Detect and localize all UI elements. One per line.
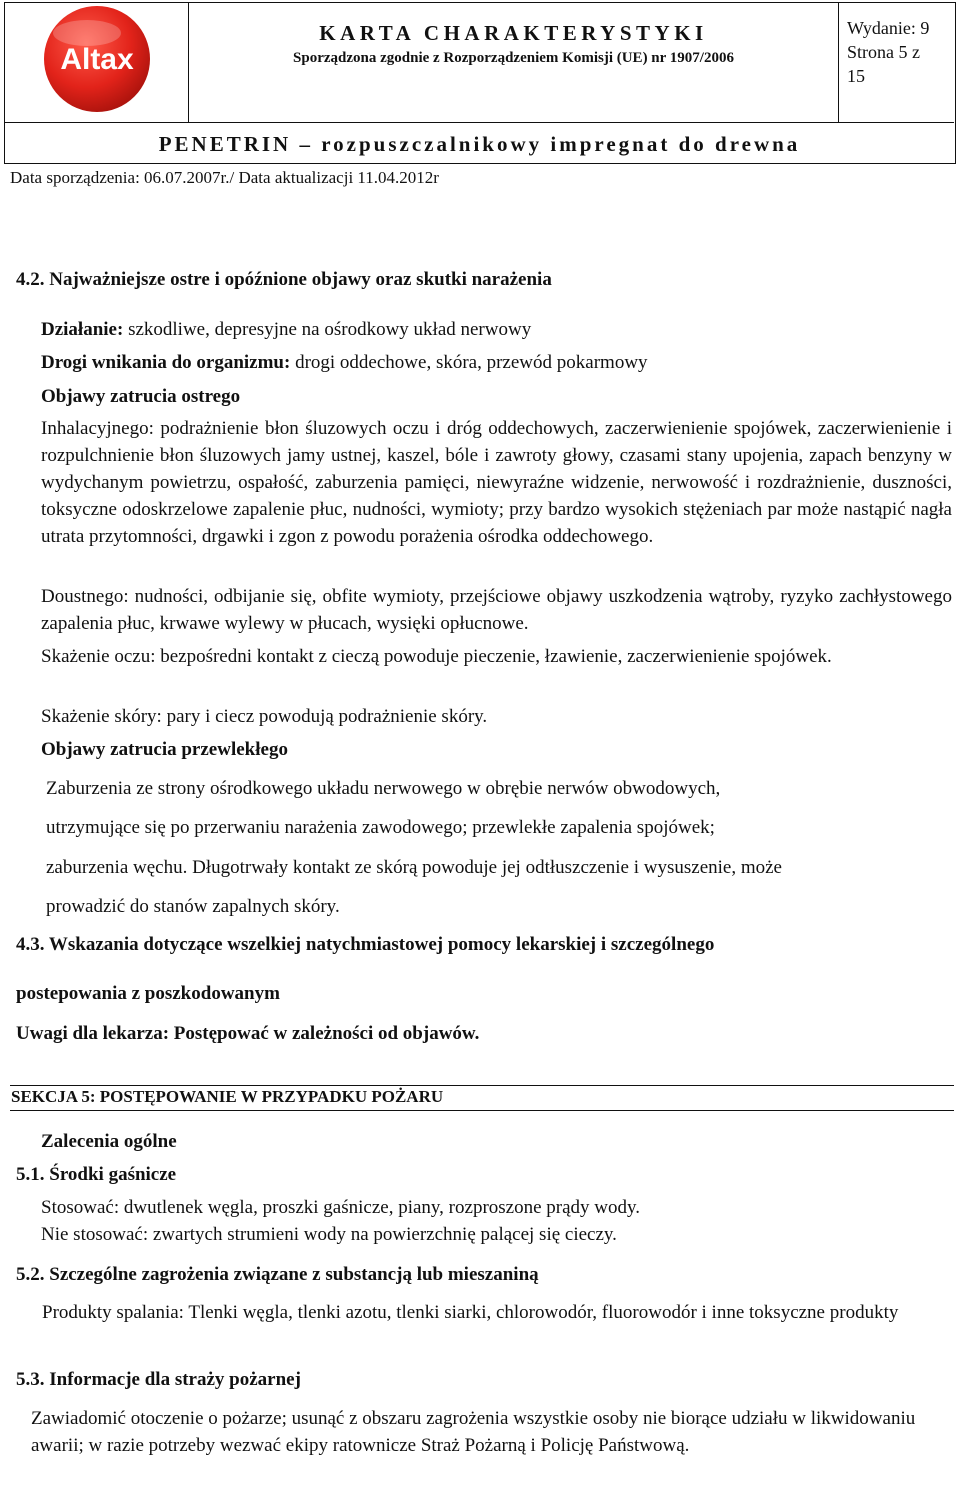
routes-label: Drogi wnikania do organizmu:: [41, 352, 291, 373]
page-number-line2: 15: [847, 66, 865, 86]
section-5-2-heading: 5.2. Szczególne zagrożenia związane z substancją lub mieszaniną: [16, 1264, 539, 1285]
altax-logo: [5, 3, 189, 122]
logo-text: Altax: [60, 43, 134, 76]
oral-paragraph: Doustnego: nudności, odbijanie się, obfite wymioty, przejściowe objawy uszkodzenia wątroby, ryzyko zachłystowego zapalenia płuc, krwawe wylewy w płucach, wysięki opłucnowe.: [41, 586, 952, 634]
edition-cell: [839, 3, 954, 122]
doctor-note: Uwagi dla lekarza: Postępować w zależności od objawów.: [16, 1023, 480, 1044]
document-type: KARTA CHARAKTERYSTYKI: [319, 21, 708, 45]
regulation-reference: Sporządzona zgodnie z Rozporządzeniem Komisji (UE) nr 1907/2006: [293, 50, 734, 66]
action-text: szkodliwe, depresyjne na ośrodkowy układ nerwowy: [123, 319, 532, 340]
extinguishing-use: Stosować: dwutlenek węgla, proszki gaśnicze, piany, rozproszone prądy wody.: [41, 1197, 641, 1218]
general-recommendations-heading: Zalecenia ogólne: [41, 1131, 177, 1152]
eyes-paragraph: Skażenie oczu: bezpośredni kontakt z cieczą powoduje pieczenie, łzawienie, zaczerwienienie spojówek.: [41, 646, 832, 667]
chronic-heading: Objawy zatrucia przewlekłego: [41, 739, 288, 760]
date-line: Data sporządzenia: 06.07.2007r./ Data aktualizacji 11.04.2012r: [10, 168, 439, 187]
logo-cell: [5, 3, 189, 122]
firefighter-info: Zawiadomić otoczenie o pożarze; usunąć z obszaru zagrożenia wszystkie osoby nie biorące udziału w likwidowaniu awarii; w razie potrzeby wezwać ekipy ratownicze Straż Pożarną i Policję Państwową.: [31, 1408, 916, 1456]
routes-text: drogi oddechowe, skóra, przewód pokarmowy: [290, 352, 648, 373]
product-name: PENETRIN – rozpuszczalnikowy impregnat do drewna: [158, 132, 801, 156]
inhalation-paragraph: Inhalacyjnego: podrażnienie błon śluzowych oczu i dróg oddechowych, zaczerwienienie spojówek, zaczerwienienie i rozpulchnienie błon śluzowych jamy ustnej, kaszel, bóle i zawroty głowy, czasami stany upojenia, zapach benzyny w wydychanym powietrzu, ospałość, zaburzenia pamięci, niewyraźne widzenie, nerwowość i rozdrażnienie, duszności, toksyczne odoskrzelowe zapalenie płuc, nudności, wymioty; przy bardzo wysokich stężeniach par może nastąpić nagła utrata przytomności, drgawki i zgon z powodu porażenia ośrodka oddechowego.: [41, 418, 952, 547]
title-cell: [189, 3, 839, 122]
action-label: Działanie:: [41, 319, 124, 340]
skin-paragraph: Skażenie skóry: pary i ciecz powodują podrażnienie skóry.: [41, 706, 488, 727]
routes-line: [41, 349, 648, 376]
product-name-row: [5, 122, 954, 162]
combustion-products: Produkty spalania: Tlenki węgla, tlenki azotu, tlenki siarki, chlorowodór, fluorowodór i inne toksyczne produkty: [42, 1302, 899, 1323]
chronic-line-1: Zaburzenia ze strony ośrodkowego układu nerwowego w obrębie nerwów obwodowych,: [46, 778, 721, 799]
section-5-1-heading: 5.1. Środki gaśnicze: [16, 1164, 177, 1185]
chronic-line-4: prowadzić do stanów zapalnych skóry.: [46, 896, 340, 917]
section-5-title-bar: [10, 1085, 954, 1111]
section-5-3-heading: 5.3. Informacje dla straży pożarnej: [16, 1369, 301, 1390]
action-line: [41, 316, 531, 343]
section-4-2-heading: 4.2. Najważniejsze ostre i opóźnione objawy oraz skutki narażenia: [16, 269, 552, 290]
chronic-line-3: zaburzenia węchu. Długotrwały kontakt ze skórą powoduje jej odtłuszczenie i wysuszenie, może: [46, 857, 782, 878]
acute-heading: Objawy zatrucia ostrego: [41, 386, 241, 407]
chronic-line-2: utrzymujące się po przerwaniu narażenia zawodowego; przewlekłe zapalenia spojówek;: [46, 817, 715, 838]
edition-number: Wydanie: 9: [847, 18, 930, 38]
section-5-title: SEKCJA 5: POSTĘPOWANIE W PRZYPADKU POŻARU: [11, 1087, 444, 1106]
document-header: [4, 2, 956, 164]
page-number-line1: Strona 5 z: [847, 42, 920, 62]
extinguishing-dont-use: Nie stosować: zwartych strumieni wody na powierzchnię palącej się cieczy.: [41, 1224, 617, 1245]
section-4-3-heading-line2: postepowania z poszkodowanym: [16, 983, 280, 1004]
section-4-3-heading-line1: 4.3. Wskazania dotyczące wszelkiej natychmiastowej pomocy lekarskiej i szczególnego: [16, 934, 715, 955]
